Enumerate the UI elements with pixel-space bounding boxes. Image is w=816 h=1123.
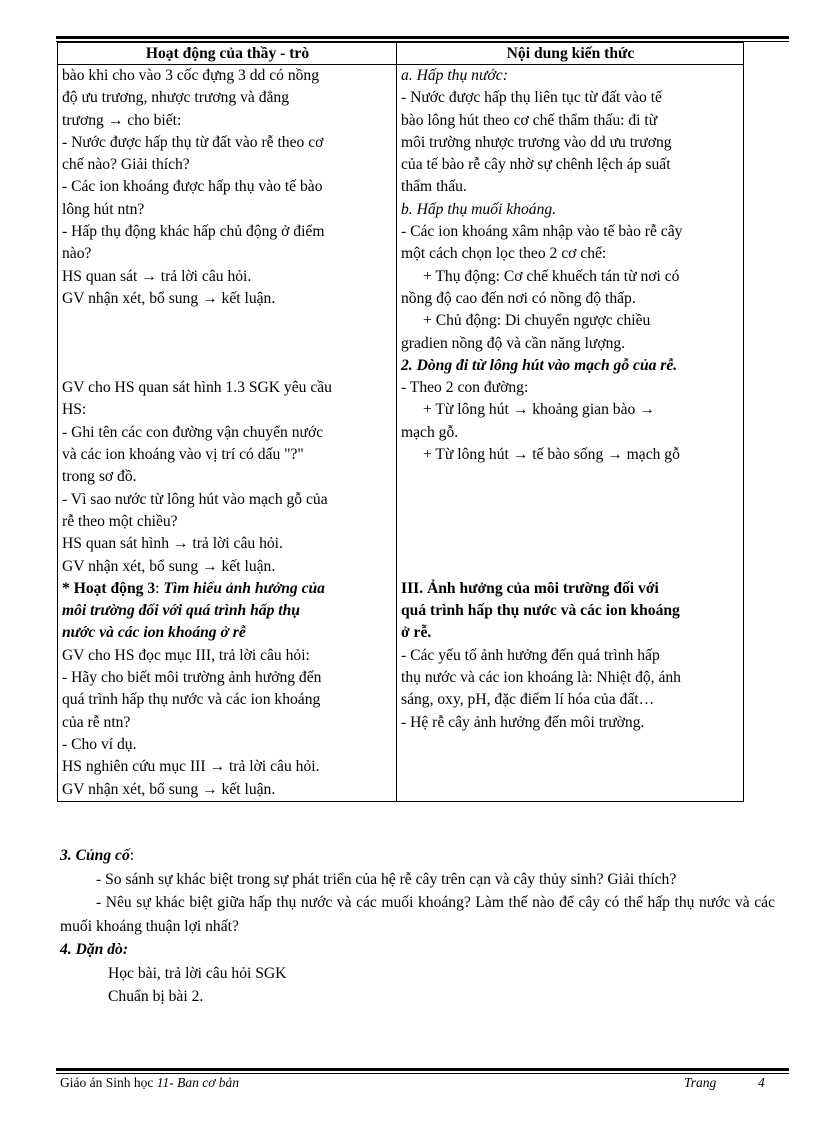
footer-course-prefix: Giáo án Sinh học <box>60 1075 157 1090</box>
homework-item: Chuẩn bị bài 2. <box>108 988 204 1005</box>
blank-line <box>401 511 740 533</box>
homework-item: Học bài, trả lời câu hỏi SGK <box>108 964 287 982</box>
activity-3-title: Tìm hiểu ảnh hưởng của <box>163 579 325 597</box>
right-line: + Từ lông hút → khoảng gian bào → <box>423 401 655 419</box>
activity-3-title: nước và các ion khoáng ở rễ <box>62 624 246 642</box>
activity-3-heading <box>62 578 393 600</box>
blank-line <box>401 489 740 511</box>
left-line: độ ưu trương, nhược trương và đẳng <box>62 89 290 107</box>
blank-line <box>401 533 740 555</box>
right-line: - Các yếu tố ảnh hưởng đến quá trình hấp <box>401 646 660 664</box>
left-line: - Nước được hấp thụ từ đất vào rễ theo cơ <box>62 133 324 151</box>
blank-line <box>62 310 393 332</box>
footer-rule-thin <box>56 1073 789 1074</box>
footer-page-number: 4 <box>758 1075 765 1090</box>
footer-rule-thick <box>56 1068 789 1071</box>
right-line: + Thụ động: Cơ chế khuếch tán từ nơi có <box>423 267 680 285</box>
left-line: rễ theo một chiều? <box>62 512 178 530</box>
left-line: - Hãy cho biết môi trường ảnh hưởng đến <box>62 669 322 687</box>
right-line: - Theo 2 con đường: <box>401 379 529 397</box>
activities-cell <box>58 65 397 802</box>
section-a-title: a. Hấp thụ nước: <box>401 67 508 84</box>
right-line: - Các ion khoáng xâm nhập vào tế bào rễ cây <box>401 223 683 241</box>
section-3-title: quá trình hấp thụ nước và các ion khoáng <box>401 602 680 620</box>
left-line: lông hút ntn? <box>62 200 145 218</box>
left-line: quá trình hấp thụ nước và các ion khoáng <box>62 691 321 709</box>
header-activities: Hoạt động của thầy - trò <box>58 43 397 65</box>
left-line: - Các ion khoáng được hấp thụ vào tế bào <box>62 178 323 196</box>
blank-line <box>401 556 740 578</box>
left-line: - Ghi tên các con đường vận chuyển nước <box>62 423 324 441</box>
left-line: trong sơ đồ. <box>62 468 137 486</box>
right-line: + Từ lông hút → tế bào sống → mạch gỗ <box>423 446 680 464</box>
footer-course-edition: 11- Ban cơ bản <box>156 1075 240 1090</box>
consolidate-heading <box>60 844 775 868</box>
section-3-title: III. Ảnh hưởng của môi trường đối với <box>401 579 659 597</box>
left-line: GV cho HS quan sát hình 1.3 SGK yêu cầu <box>62 379 332 397</box>
blank-line <box>62 355 393 377</box>
table-row <box>58 65 744 802</box>
left-line: chế nào? Giải thích? <box>62 156 190 174</box>
lesson-table <box>57 42 744 802</box>
consolidate-question: - So sánh sự khác biệt trong sự phát triển của hệ rễ cây trên cạn và cây thủy sinh? Giải thích? <box>96 870 677 888</box>
left-line: GV nhận xét, bổ sung → kết luận. <box>62 780 276 798</box>
left-line: HS quan sát hình → trả lời câu hỏi. <box>62 535 283 553</box>
right-line: nồng độ cao đến nơi có nồng độ thấp. <box>401 289 636 307</box>
left-line: và các ion khoáng vào vị trí có dấu "?" <box>62 446 304 464</box>
left-line: GV cho HS đọc mục III, trả lời câu hỏi: <box>62 646 310 664</box>
lesson-wrapup <box>60 844 775 1009</box>
consolidate-title: 3. Củng cố <box>60 847 130 864</box>
footer-page-label: Trang <box>684 1075 717 1090</box>
section-2-title: 2. Dòng đi từ lông hút vào mạch gỗ của rễ. <box>401 356 678 374</box>
left-line: bào khi cho vào 3 cốc đựng 3 dd có nồng <box>62 67 320 84</box>
footer-course-title <box>60 1075 239 1091</box>
header-content: Nội dung kiến thức <box>397 43 744 65</box>
right-line: bào lông hút theo cơ chế thẩm thấu: đi từ <box>401 111 658 129</box>
section-b-title: b. Hấp thụ muối khoáng. <box>401 200 557 218</box>
left-line: HS nghiên cứu mục III → trả lời câu hỏi. <box>62 758 320 776</box>
right-line: một cách chọn lọc theo 2 cơ chế: <box>401 245 607 263</box>
blank-line <box>401 466 740 488</box>
consolidate-question: - Nêu sự khác biệt giữa hấp thụ nước và các muối khoáng? Làm thế nào để cây có thể hấp thụ nước và các muối khoáng thuận lợi nhất? <box>60 894 775 935</box>
section-3-title: ở rễ. <box>401 624 432 642</box>
left-line: HS quan sát → trả lời câu hỏi. <box>62 267 252 285</box>
right-line: môi trường nhược trương vào dd ưu trương <box>401 133 672 151</box>
right-line: - Hệ rễ cây ảnh hưởng đến môi trường. <box>401 713 645 731</box>
left-line: HS: <box>62 401 87 419</box>
left-line: - Hấp thụ động khác hấp chủ động ở điểm <box>62 223 325 241</box>
activity-3-colon: : <box>155 579 164 597</box>
left-line: - Cho ví dụ. <box>62 735 137 753</box>
right-line: sáng, oxy, pH, đặc điểm lí hóa của đất… <box>401 691 655 709</box>
activity-3-title: môi trường đối với quá trình hấp thụ <box>62 602 300 620</box>
right-line: mạch gỗ. <box>401 423 459 441</box>
blank-line <box>62 333 393 355</box>
left-line: nào? <box>62 245 92 263</box>
left-line: - Vì sao nước từ lông hút vào mạch gỗ của <box>62 490 328 508</box>
table-header-row <box>58 43 744 65</box>
right-line: thẩm thấu. <box>401 178 467 196</box>
left-line: của rễ ntn? <box>62 713 131 731</box>
right-line: của tế bào rễ cây nhờ sự chênh lệch áp suất <box>401 156 671 174</box>
content-cell <box>397 65 744 802</box>
left-line: GV nhận xét, bổ sung → kết luận. <box>62 557 276 575</box>
consolidate-colon: : <box>129 847 135 864</box>
right-line: - Nước được hấp thụ liên tục từ đất vào tế <box>401 89 662 107</box>
left-line: trương → cho biết: <box>62 111 182 129</box>
top-rule-thick <box>56 36 789 39</box>
homework-title: 4. Dặn dò: <box>60 941 129 958</box>
right-line: gradien nồng độ và cần năng lượng. <box>401 334 626 352</box>
left-line: GV nhận xét, bổ sung → kết luận. <box>62 289 276 307</box>
right-line: thụ nước và các ion khoáng là: Nhiệt độ, ánh <box>401 669 681 687</box>
right-line: + Chủ động: Di chuyển ngược chiều <box>423 312 651 330</box>
activity-3-prefix: * Hoạt động 3 <box>62 579 156 597</box>
